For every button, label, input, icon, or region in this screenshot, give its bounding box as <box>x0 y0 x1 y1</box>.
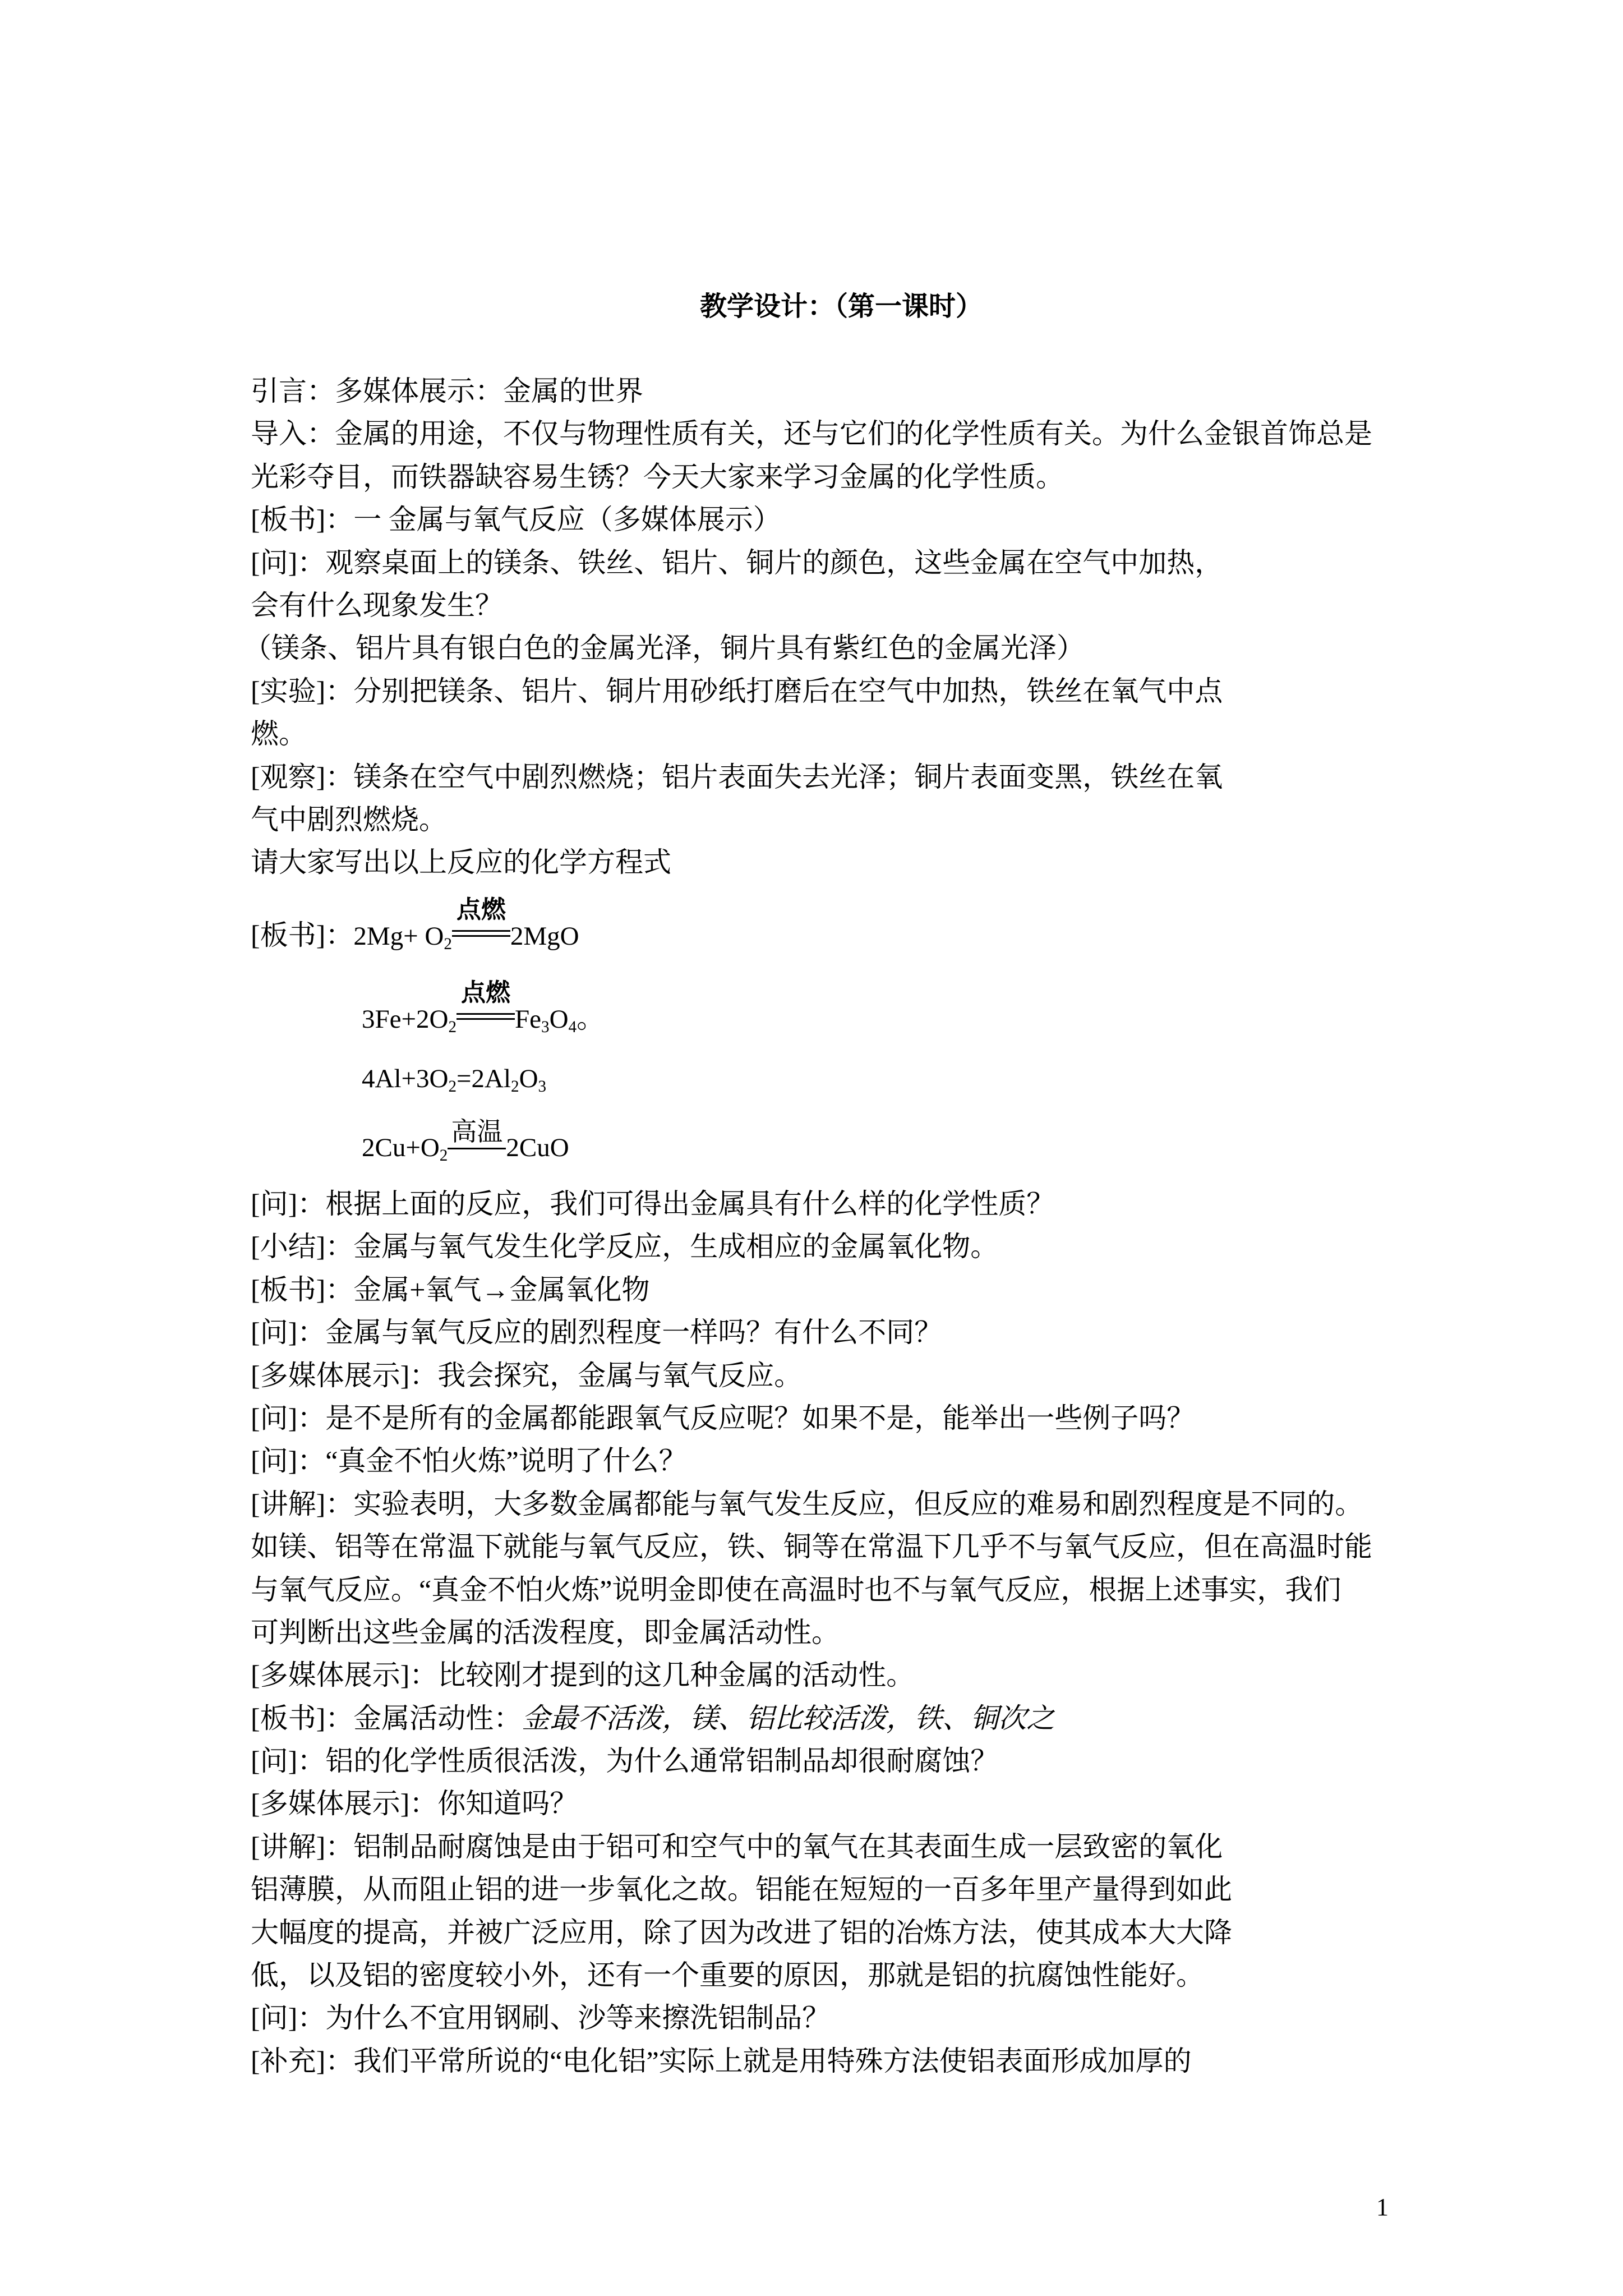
text-line: 与氧气反应。“真金不怕火炼”说明金即使在高温时也不与氧气反应，根据上述事实，我们 <box>251 1573 1341 1605</box>
page-title: 教学设计：（第一课时） <box>699 292 983 321</box>
equation-product: O <box>549 1005 569 1034</box>
text-line: [问]：根据上面的反应，我们可得出金属具有什么样的化学性质？ <box>251 1188 1055 1220</box>
activity-prefix: [板书]：金属活动性： <box>251 1702 522 1734</box>
condition-label: 点燃 <box>456 896 506 923</box>
text-line: 燃。 <box>251 718 307 750</box>
text-line: 可判断出这些金属的活泼程度，即金属活动性。 <box>251 1616 840 1648</box>
text-line: 如镁、铝等在常温下就能与氧气反应，铁、铜等在常温下几乎不与氧气反应，但在高温时能 <box>251 1531 1372 1563</box>
activity-line <box>251 1697 1513 1740</box>
condition-label: 高温 <box>451 1117 503 1146</box>
equation-iron-oxygen <box>362 979 605 1039</box>
condition-line <box>448 1148 506 1149</box>
equation-text: O <box>519 1064 538 1093</box>
text-line: [观察]：镁条在空气中剧烈燃烧；铝片表面失去光泽；铜片表面变黑，铁丝在氧 <box>251 761 1223 793</box>
text-line: [问]：金属与氧气反应的剧烈程度一样吗？有什么不同？ <box>251 1317 943 1349</box>
equation-product: 2CuO <box>506 1133 569 1162</box>
text-line: [补充]：我们平常所说的“电化铝”实际上就是用特殊方法使铝表面形成加厚的 <box>251 2045 1192 2077</box>
equation-reactant: 2Cu+O <box>362 1133 440 1162</box>
text-line: 请大家写出以上反应的化学方程式 <box>251 846 671 878</box>
text-line: 导入：金属的用途，不仅与物理性质有关，还与它们的化学性质有关。为什么金银首饰总是 <box>251 418 1372 450</box>
equation-reactant: 2Mg+ O <box>353 922 444 951</box>
text-line: 引言：多媒体展示：金属的世界 <box>251 375 643 407</box>
reaction-condition <box>452 896 510 945</box>
equation-copper-oxygen <box>362 1117 569 1169</box>
equation-subscript: 2 <box>448 1078 457 1096</box>
text-line: [实验]：分别把镁条、铝片、铜片用砂纸打磨后在空气中加热，铁丝在氧气中点 <box>251 675 1223 707</box>
equation-subscript: 3 <box>541 1018 550 1037</box>
text-line: [问]：观察桌面上的镁条、铁丝、铝片、铜片的颜色，这些金属在空气中加热， <box>251 546 1223 578</box>
text-line: 气中剧烈燃烧。 <box>251 803 447 835</box>
equation-punctuation: 。 <box>577 1002 605 1034</box>
equation-product: Fe <box>515 1005 542 1034</box>
text-line: [问]：铝的化学性质很活泼，为什么通常铝制品却很耐腐蚀？ <box>251 1745 999 1777</box>
text-line: [板书]：一 金属与氧气反应（多媒体展示） <box>251 504 781 536</box>
equation-subscript: 2 <box>444 935 452 954</box>
text-line: 光彩夺目，而铁器缺容易生锈？今天大家来学习金属的化学性质。 <box>251 461 1064 493</box>
equation-text: =2Al <box>457 1064 511 1093</box>
equation-reactant: 3Fe+2O <box>362 1005 449 1034</box>
reaction-condition <box>457 979 515 1028</box>
text-line: [问]：是不是所有的金属都能跟氧气反应呢？如果不是，能举出一些例子吗？ <box>251 1402 1195 1434</box>
text-line: [多媒体展示]：比较刚才提到的这几种金属的活动性。 <box>251 1659 915 1691</box>
double-equals-line <box>452 930 510 937</box>
equation-text: 4Al+3O <box>362 1064 449 1093</box>
equation-product: 2MgO <box>510 922 579 951</box>
text-line: 铝薄膜，从而阻止铝的进一步氧化之故。铝能在短短的一百多年里产量得到如此 <box>251 1874 1232 1906</box>
equation-aluminium-oxygen <box>362 1057 546 1100</box>
text-line: [多媒体展示]：你知道吗？ <box>251 1788 578 1820</box>
text-line: [问]：“真金不怕火炼”说明了什么？ <box>251 1445 687 1477</box>
page-number: 1 <box>1376 2193 1389 2221</box>
text-line: 低，以及铝的密度较小外，还有一个重要的原因，那就是铝的抗腐蚀性能好。 <box>251 1959 1204 1991</box>
condition-label: 点燃 <box>461 979 511 1006</box>
reaction-condition <box>448 1117 506 1156</box>
intro-section <box>243 370 1513 884</box>
equation-subscript: 2 <box>511 1078 519 1096</box>
equation-subscript: 2 <box>448 1018 457 1037</box>
text-line: [讲解]：实验表明，大多数金属都能与氧气发生反应，但反应的难易和剧烈程度是不同的。 <box>251 1488 1363 1520</box>
equation-subscript: 2 <box>439 1147 448 1165</box>
body-section <box>251 1182 1513 2082</box>
equation-subscript: 3 <box>538 1078 547 1096</box>
text-line: [板书]：金属+氧气→金属氧化物 <box>251 1273 650 1305</box>
text-line: [小结]：金属与氧气发生化学反应，生成相应的金属氧化物。 <box>251 1231 999 1263</box>
text-line: 大幅度的提高，并被广泛应用，除了因为改进了铝的冶炼方法，使其成本大大降 <box>251 1916 1232 1948</box>
text-line: （镁条、铝片具有银白色的金属光泽，铜片具有紫红色的金属光泽） <box>243 632 1085 664</box>
activity-italic-text: 金最不活泼，镁、铝比较活泼，铁、铜次之 <box>522 1702 1055 1734</box>
text-line: [问]：为什么不宜用钢刷、沙等来擦洗铝制品？ <box>251 2002 831 2034</box>
double-equals-line <box>457 1013 515 1020</box>
equation-magnesium-oxygen <box>251 896 579 956</box>
text-line: [讲解]：铝制品耐腐蚀是由于铝可和空气中的氧气在其表面生成一层致密的氧化 <box>251 1830 1223 1862</box>
text-line: 会有什么现象发生？ <box>251 589 503 621</box>
text-line: [多媒体展示]：我会探究，金属与氧气反应。 <box>251 1359 803 1391</box>
equation-label: [板书]： <box>251 919 354 951</box>
equation-subscript: 4 <box>568 1018 577 1037</box>
